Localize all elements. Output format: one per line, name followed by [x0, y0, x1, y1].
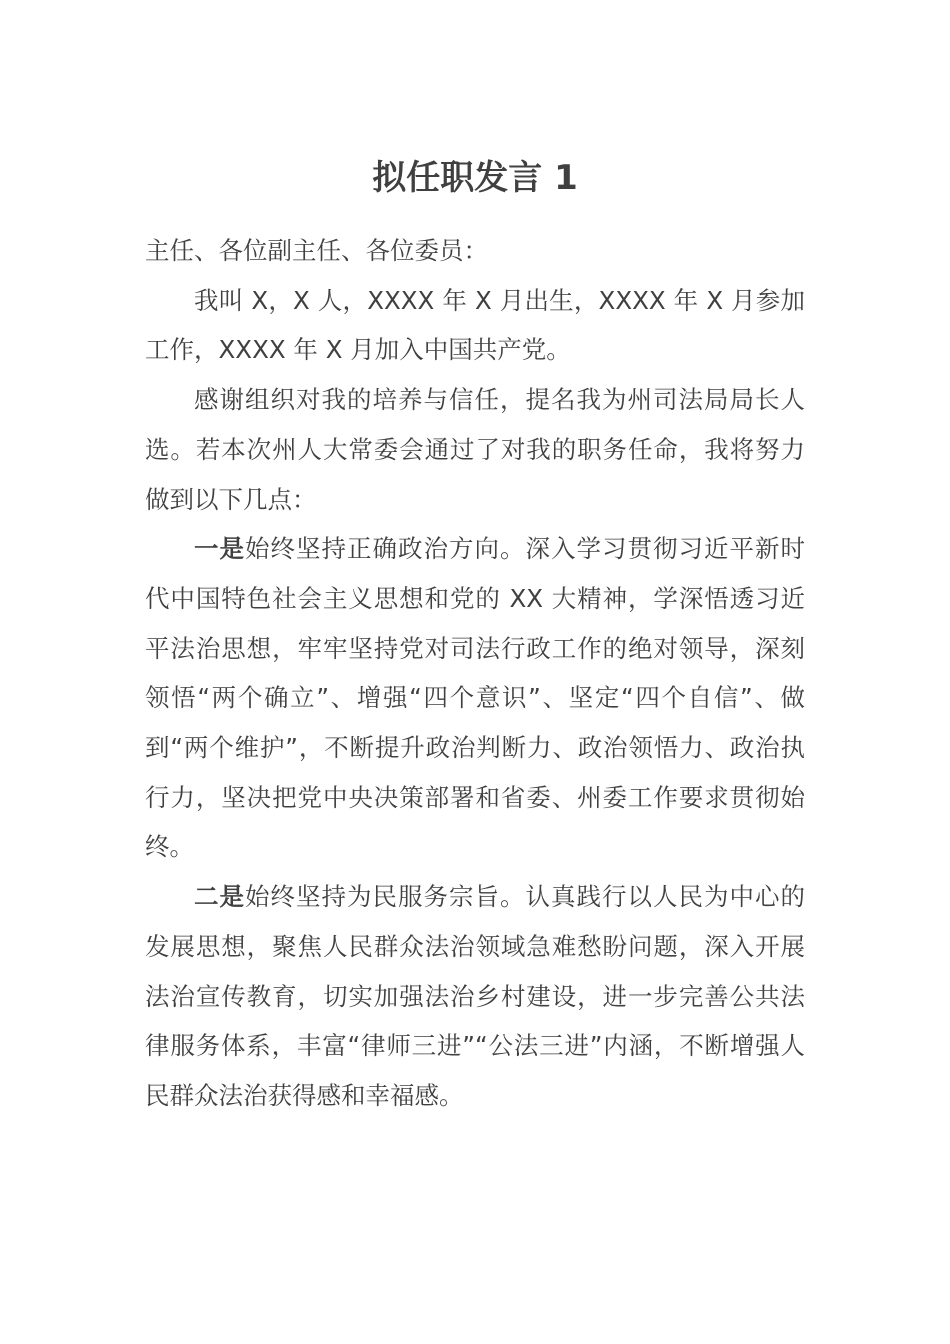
salutation: 主任、各位副主任、各位委员：	[145, 236, 488, 265]
paragraph-self-introduction	[145, 276, 805, 375]
paragraph-text: 我叫 X，X 人，XXXX 年 X 月出生，XXXX 年 X 月参加工作，XXXX 年 X 月加入中国共产党。	[145, 285, 805, 365]
paragraph-gratitude	[145, 375, 805, 524]
document-body	[145, 226, 805, 1121]
point-lead: 一是	[194, 534, 245, 564]
paragraph-point-one	[145, 524, 805, 872]
document-title: 拟任职发言 1	[372, 158, 578, 198]
paragraph-point-two	[145, 872, 805, 1121]
point-lead: 二是	[194, 882, 245, 912]
paragraph-text: 感谢组织对我的培养与信任，提名我为州司法局局长人选。若本次州人大常委会通过了对我的职务任命，我将努力做到以下几点：	[145, 385, 805, 514]
paragraph-text: 始终坚持为民服务宗旨。认真践行以人民为中心的发展思想，聚焦人民群众法治领域急难愁盼问题，深入开展法治宣传教育，切实加强法治乡村建设，进一步完善公共法律服务体系，丰富“律师三进”“公法三进”内涵，不断增强人民群众法治获得感和幸福感。	[145, 882, 805, 1110]
paragraph-text: 始终坚持正确政治方向。深入学习贯彻习近平新时代中国特色社会主义思想和党的 XX 大精神，学深悟透习近平法治思想，牢牢坚持党对司法行政工作的绝对领导，深刻领悟“两个确立”、增强“四个意识”、坚定“四个自信”、做到“两个维护”，不断提升政治判断力、政治领悟力、政治执行力，坚决把党中央决策部署和省委、州委工作要求贯彻始终。	[145, 534, 805, 862]
